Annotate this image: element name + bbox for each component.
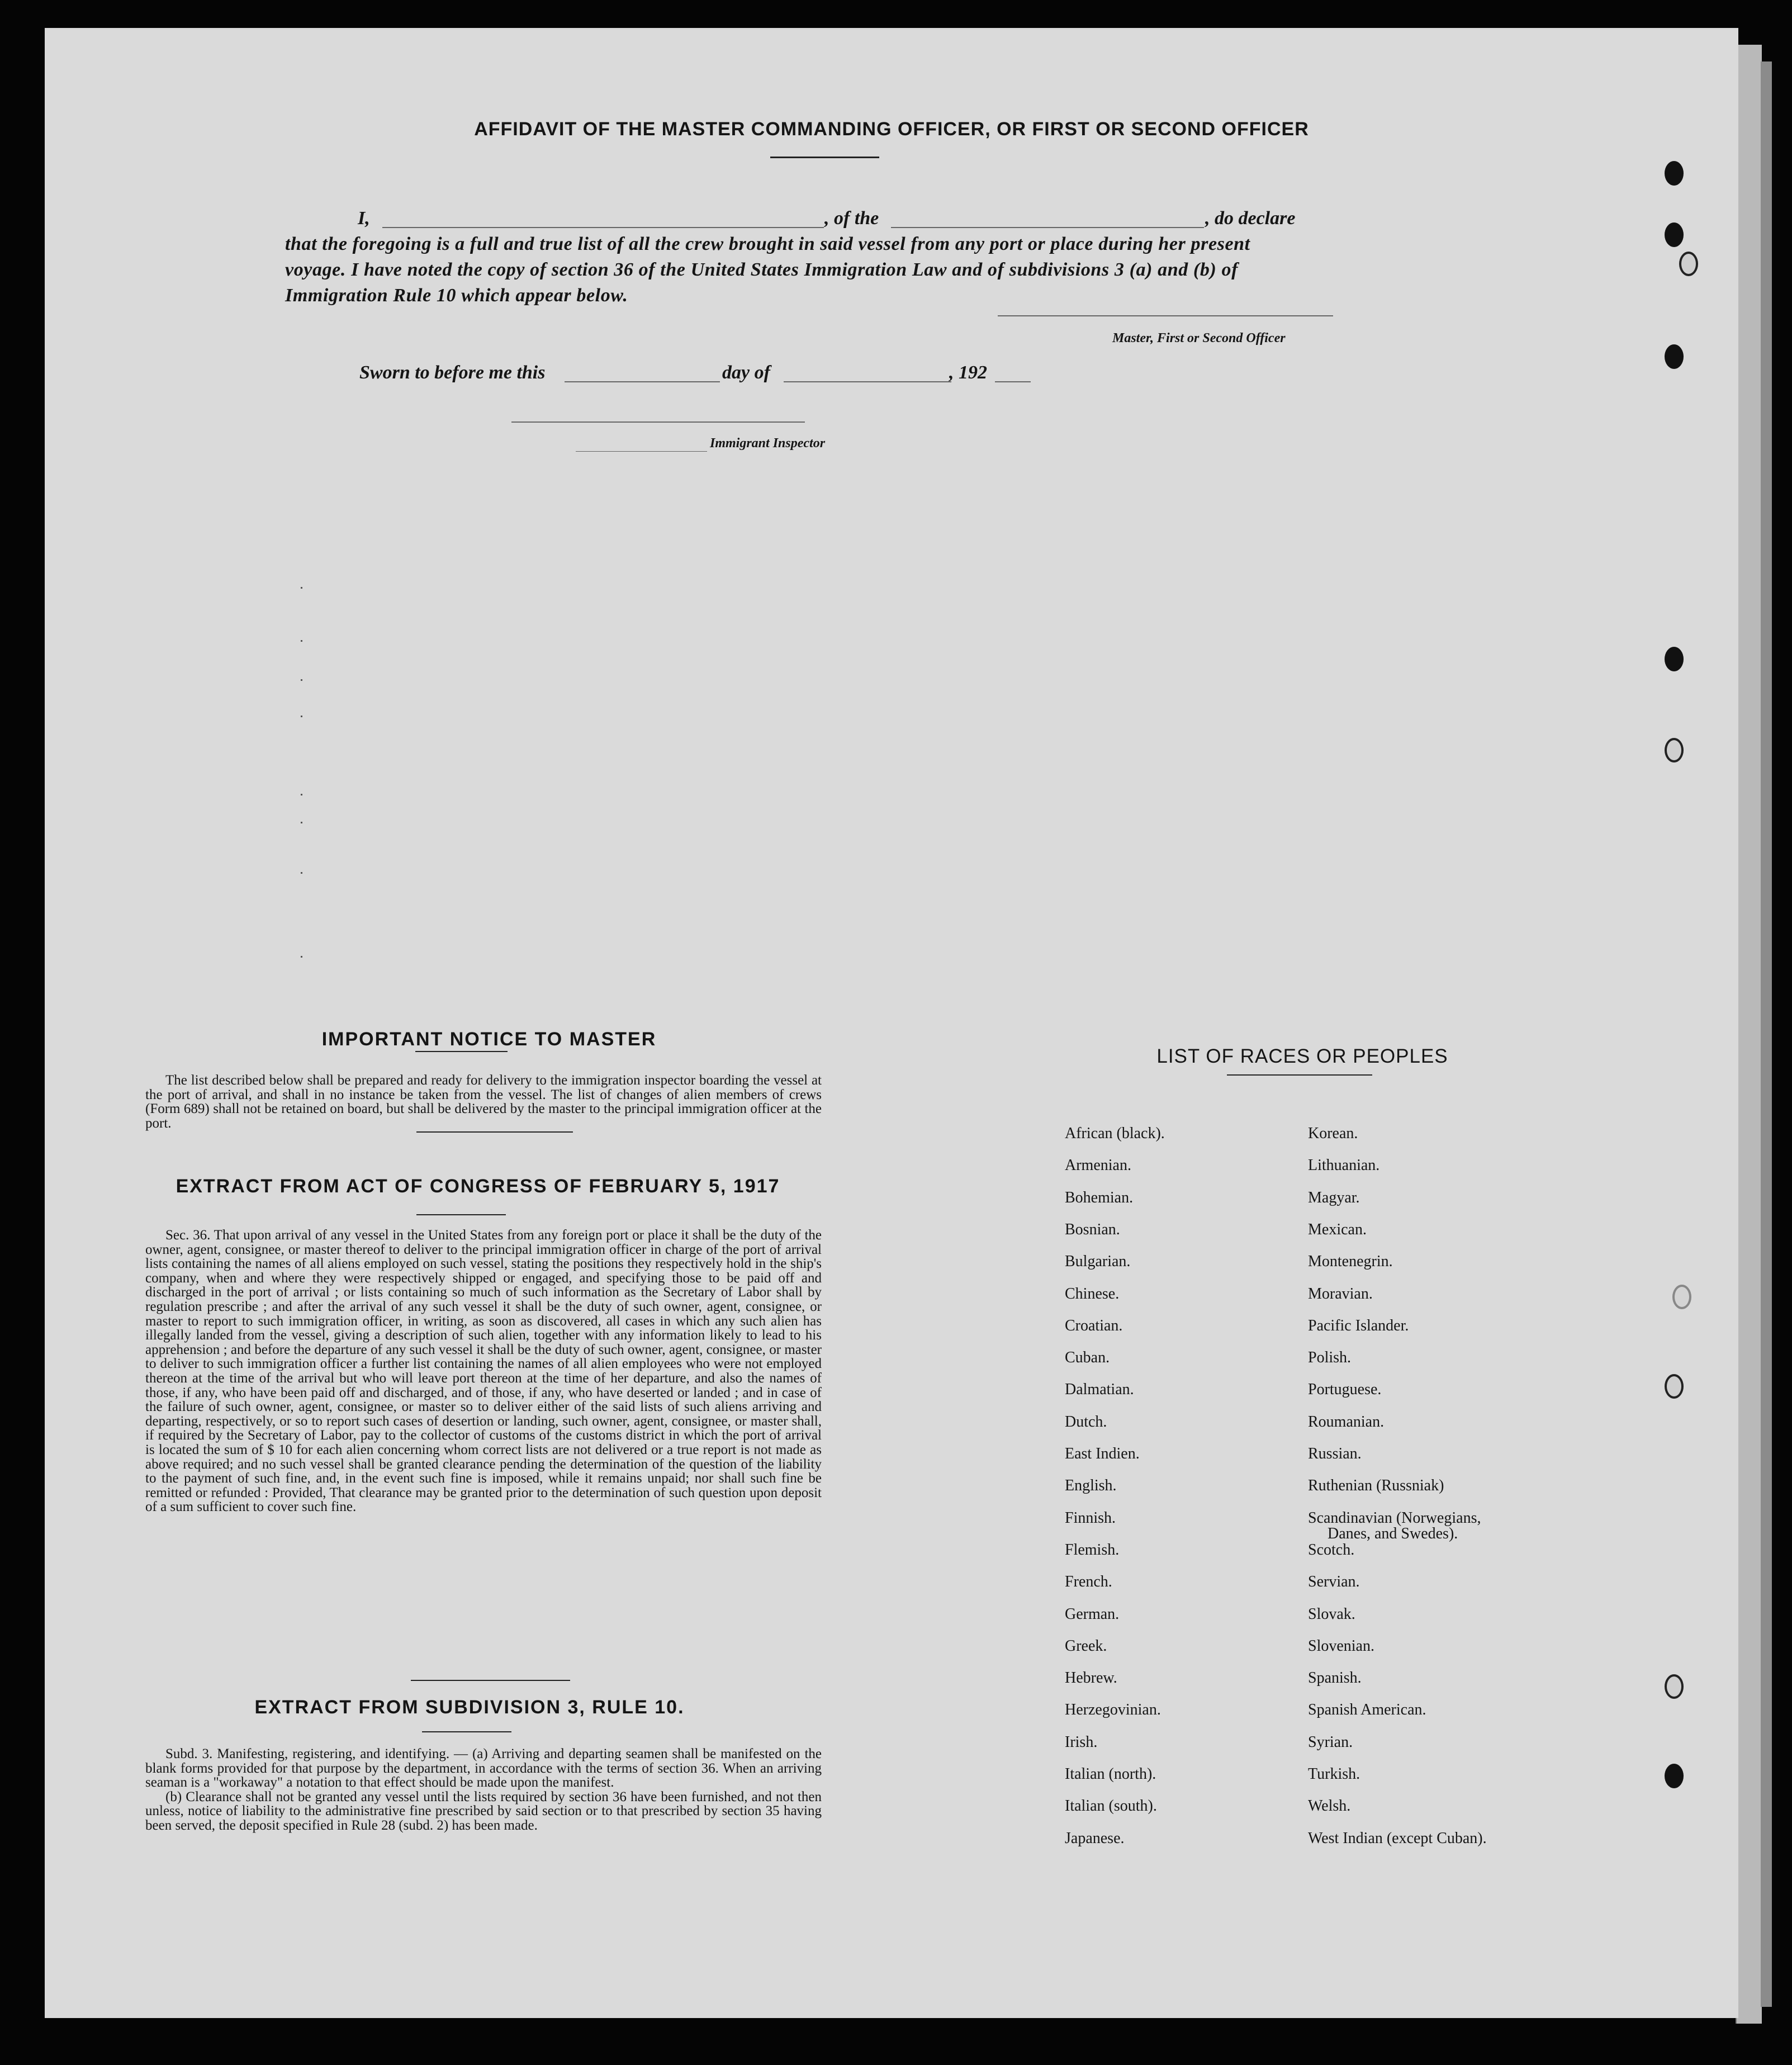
name-blank (382, 227, 824, 228)
race-item: Syrian. (1308, 1733, 1353, 1751)
sworn-year: , 192 (949, 362, 987, 383)
race-item: Spanish American. (1308, 1701, 1426, 1719)
notice-rule (415, 1051, 508, 1052)
margin-dot (301, 956, 302, 958)
race-item: Dalmatian. (1065, 1381, 1134, 1399)
race-item: Slovenian. (1308, 1637, 1374, 1655)
act-text (145, 1228, 822, 1514)
race-item: Italian (north). (1065, 1765, 1156, 1783)
binder-hole (1672, 1285, 1691, 1309)
binder-hole (1665, 1674, 1684, 1699)
rule-paragraph-b: (b) Clearance shall not be granted any vessel until the lists required by section 36 have been furnished, and not then unless, notice of liability to the administrative fine prescribed by said section or to that prescribed by section 35 having been served, the deposit specified in Rule 28 (subd. 2) has been made. (145, 1789, 822, 1833)
race-item: Portuguese. (1308, 1381, 1382, 1399)
race-item: Russian. (1308, 1445, 1362, 1462)
race-item: Flemish. (1065, 1541, 1120, 1559)
race-item: West Indian (except Cuban). (1308, 1829, 1487, 1847)
rule-rule (422, 1731, 511, 1732)
notice-heading: IMPORTANT NOTICE TO MASTER (321, 1029, 657, 1050)
race-item: African (black). (1065, 1125, 1165, 1142)
race-item: Cuban. (1065, 1349, 1110, 1367)
inspector-underline (576, 451, 707, 452)
race-item: Spanish. (1308, 1669, 1362, 1687)
race-item: Armenian. (1065, 1157, 1131, 1174)
binder-hole (1665, 647, 1684, 671)
affidavit-line-3: voyage. I have noted the copy of section 36 of the United States Immigration Law and of subdivisions 3 (a) and (b) of (285, 259, 1238, 280)
race-item: Moravian. (1308, 1285, 1373, 1303)
race-item: English. (1065, 1477, 1117, 1495)
race-item: Bosnian. (1065, 1220, 1120, 1238)
race-item: Hebrew. (1065, 1669, 1117, 1687)
act-heading: EXTRACT FROM ACT OF CONGRESS OF FEBRUARY 5, 1917 (176, 1176, 780, 1197)
race-item: Danes, and Swedes). (1328, 1524, 1458, 1542)
race-item: Mexican. (1308, 1220, 1367, 1238)
race-item: Scotch. (1308, 1541, 1355, 1559)
sworn-day-of: day of (722, 362, 770, 383)
affidavit-line-2: that the foregoing is a full and true list of all the crew brought in said vessel from any port or place during her present (285, 234, 1250, 254)
rule-heading: EXTRACT FROM SUBDIVISION 3, RULE 10. (254, 1697, 685, 1718)
sworn-day-blank (565, 381, 720, 382)
race-item: Servian. (1308, 1573, 1360, 1591)
vessel-blank (891, 227, 1204, 228)
affidavit-line-4: Immigration Rule 10 which appear below. (285, 285, 628, 306)
margin-dot (301, 587, 302, 589)
rule-text (145, 1747, 822, 1833)
race-item: Bohemian. (1065, 1188, 1134, 1206)
race-item: Bulgarian. (1065, 1253, 1131, 1271)
race-item: Greek. (1065, 1637, 1107, 1655)
title-rule (770, 157, 879, 158)
act-rule (416, 1214, 506, 1215)
race-item: Ruthenian (Russniak) (1308, 1477, 1444, 1495)
race-item: Japanese. (1065, 1829, 1125, 1847)
inspector-label: Immigrant Inspector (710, 436, 826, 451)
underlying-page-edge-2 (1761, 61, 1772, 2007)
race-item: Welsh. (1308, 1797, 1351, 1815)
margin-dot (301, 640, 302, 642)
act-paragraph: Sec. 36. That upon arrival of any vessel in the United States from any foreign port or place it shall be the duty of the owner, agent, consignee, or master thereof to deliver to the principal immigration officer in charge of the port of arrival lists containing the names of all aliens employed on such vessel, stating the positions they respectively hold in the ship's company, when and where they were respectively shipped or engaged, and specifying those to be paid off and discharged in the port of arrival ; or lists containing so much of such information as the Secretary of Labor shall by regulation prescribe ; and after the arrival of any such vessel it shall be the duty of such owner, agent, consignee, or master to report to such immigration officer, in writing, as soon as discovered, all cases in which any such alien has illegally landed from the vessel, giving a description of such alien, together with any information likely to lead to his apprehension ; and before the departure of any such vessel it shall be the duty of such owner, agent, consignee, or master to deliver to such immigration officer a further list containing the names of all alien employees who were not employed thereon at the time of the arrival but who will leave port thereon at the time of her departure, and also the names of those, if any, who have been paid off and discharged, and of those, if any, who have deserted or landed ; and in case of the failure of such owner, agent, consignee, or master so to deliver either of the said lists of such aliens arriving and departing, respectively, or so to report such cases of desertion or landing, such owner, agent, consignee, or master shall, if required by the Secretary of Labor, pay to the collector of customs of the customs district in which the port of arrival is located the sum of $ 10 for each alien concerning whom correct lists are not delivered or a true report is not made as above required; and no such vessel shall be granted clearance pending the determination of the question of the liability to the payment of such fine, and, in the event such fine is imposed, while it remains unpaid; nor shall such fine be remitted or refunded : Provided, That clearance may be granted prior to the determination of such question upon deposit of a sum sufficient to cover such fine. (145, 1228, 822, 1515)
race-item: East Indien. (1065, 1445, 1140, 1462)
binder-hole (1665, 1764, 1684, 1788)
master-signature-label: Master, First or Second Officer (1112, 331, 1286, 345)
affidavit-i: I, (358, 208, 370, 229)
race-item: Irish. (1065, 1733, 1098, 1751)
race-item: Polish. (1308, 1349, 1352, 1367)
binder-hole (1665, 1374, 1684, 1399)
binder-hole (1665, 161, 1684, 186)
margin-dot (301, 794, 302, 795)
race-item: Magyar. (1308, 1188, 1360, 1206)
race-item: French. (1065, 1573, 1112, 1591)
margin-dot (301, 679, 302, 681)
race-item: Dutch. (1065, 1413, 1107, 1431)
margin-dot (301, 822, 302, 823)
race-item: Slovak. (1308, 1605, 1355, 1623)
affidavit-declare: , do declare (1205, 208, 1296, 229)
race-item: Scandinavian (Norwegians, (1308, 1509, 1481, 1527)
race-item: Roumanian. (1308, 1413, 1385, 1431)
sworn-year-blank (995, 381, 1031, 382)
notice-paragraph: The list described below shall be prepared and ready for delivery to the immigration inspector boarding the vessel at the port of arrival, and shall in no instance be taken from the vessel. The list of changes of alien members of crews (Form 689) shall not be retained on board, but shall be delivered by the master to the principal immigration officer at the port. (145, 1073, 822, 1131)
affidavit-title: AFFIDAVIT OF THE MASTER COMMANDING OFFICER, OR FIRST OR SECOND OFFICER (474, 119, 1309, 140)
underlying-page-edge (1736, 45, 1762, 2024)
master-signature-line (998, 315, 1333, 316)
binder-hole (1679, 252, 1698, 276)
notice-text (145, 1073, 822, 1130)
race-item: Montenegrin. (1308, 1253, 1393, 1271)
document-page (45, 28, 1738, 2018)
sworn-text: Sworn to before me this (359, 362, 546, 383)
affidavit-of-the: , of the (824, 208, 879, 229)
race-item: Chinese. (1065, 1285, 1120, 1303)
act-top-rule (416, 1131, 573, 1133)
inspector-signature-line (511, 421, 805, 423)
race-item: Italian (south). (1065, 1797, 1157, 1815)
race-item: Herzegovinian. (1065, 1701, 1161, 1719)
race-item: Croatian. (1065, 1316, 1123, 1334)
binder-hole (1665, 738, 1684, 762)
margin-dot (301, 872, 302, 874)
race-item: Korean. (1308, 1125, 1358, 1142)
race-item: Pacific Islander. (1308, 1316, 1409, 1334)
margin-dot (301, 716, 302, 717)
binder-hole (1665, 344, 1684, 369)
race-item: Finnish. (1065, 1509, 1116, 1527)
race-item: Lithuanian. (1308, 1157, 1380, 1174)
binder-hole (1665, 222, 1684, 247)
rule-paragraph-a: Subd. 3. Manifesting, registering, and identifying. — (a) Arriving and departing seamen shall be manifested on the blank forms provided for that purpose by the department, in accordance with the terms of section 36. When an arriving seaman is a "workaway" a notation to that effect should be made upon the manifest. (145, 1746, 822, 1791)
sworn-month-blank (784, 381, 951, 382)
race-item: German. (1065, 1605, 1120, 1623)
races-rule (1227, 1074, 1372, 1076)
rule-top-rule (411, 1680, 570, 1681)
race-item: Turkish. (1308, 1765, 1360, 1783)
races-title: LIST OF RACES OR PEOPLES (1156, 1045, 1448, 1067)
